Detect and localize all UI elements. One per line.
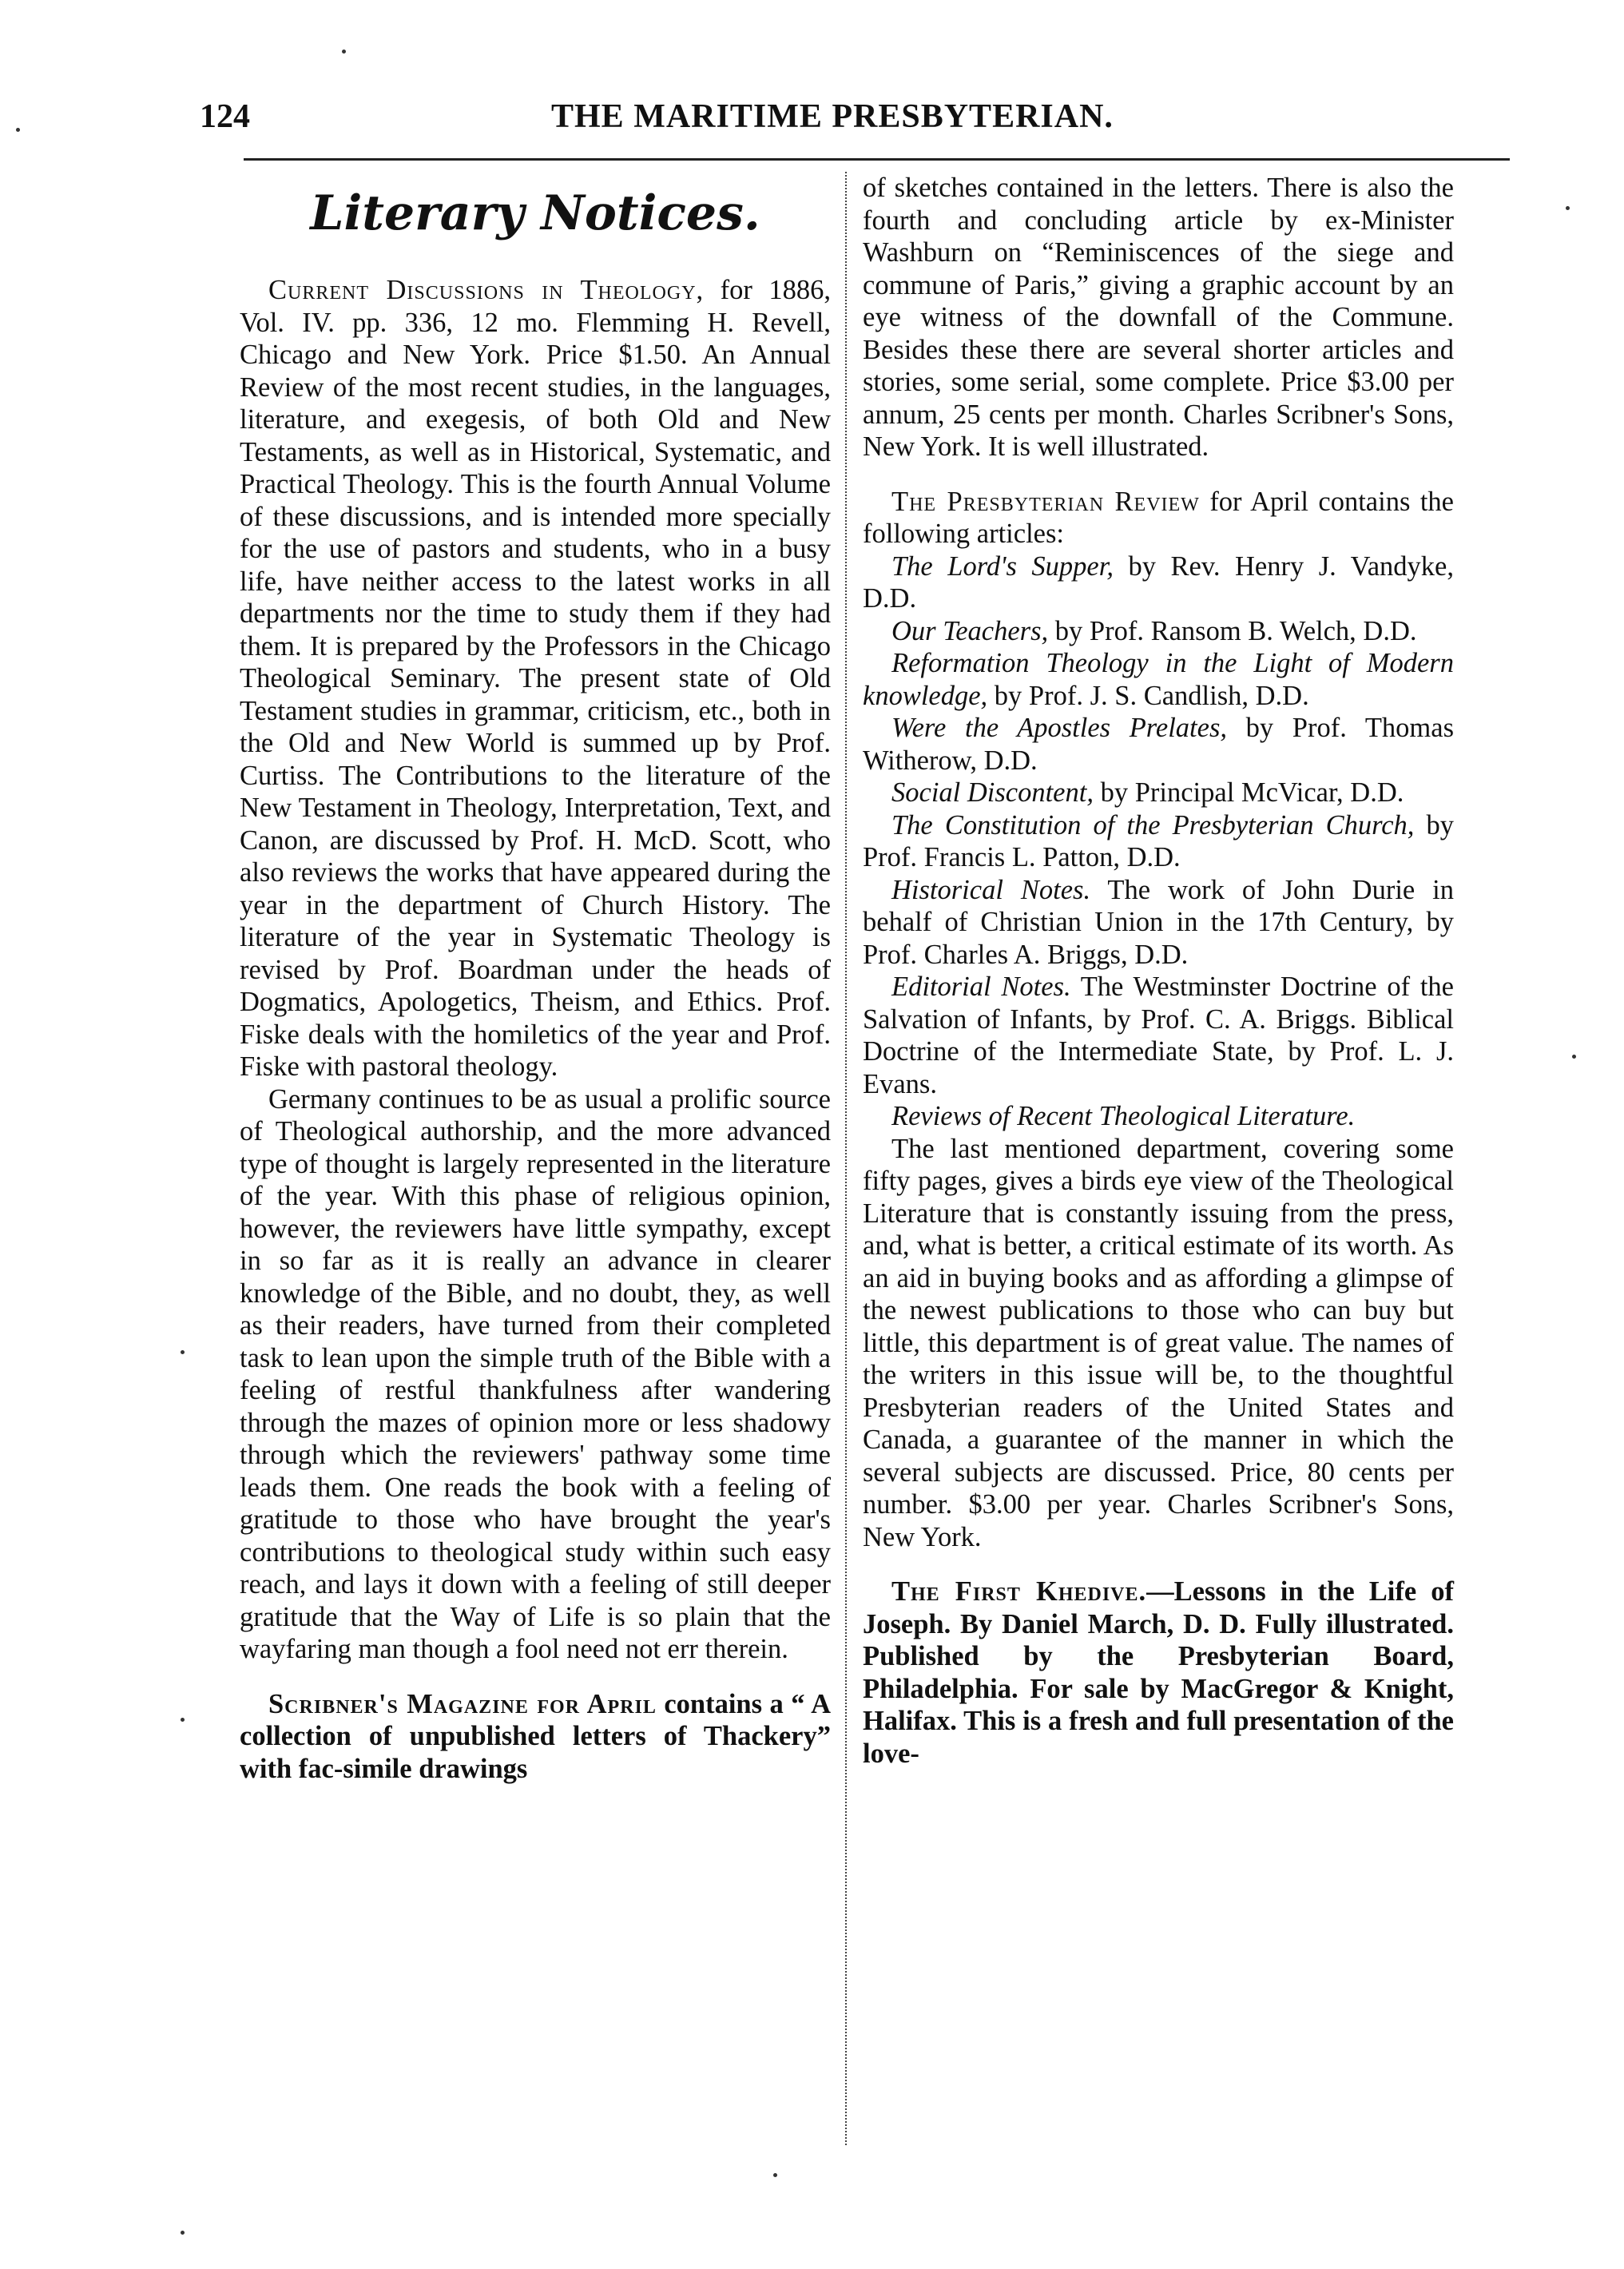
article-title: Historical Notes. bbox=[891, 874, 1091, 905]
article-title: The Constitution of the Presbyterian Church, bbox=[891, 809, 1415, 840]
scan-speck bbox=[773, 2173, 777, 2177]
article-entry bbox=[863, 809, 1454, 874]
right-column bbox=[863, 172, 1454, 1770]
article-entry bbox=[863, 1100, 1454, 1133]
article-entry bbox=[863, 874, 1454, 972]
article-entry bbox=[863, 712, 1454, 777]
article-author: The work of John Durie in behalf of Christian Union in the 17th Century, by Prof. Charles A. Briggs, D.D. bbox=[863, 874, 1455, 970]
review-presbyterian-review bbox=[863, 486, 1454, 550]
article-entry bbox=[863, 615, 1454, 648]
review-text: of sketches contained in the letters. There is also the fourth and concluding article by ex-Minister Washburn on “Reminiscences of the siege and commune of Paris,” giving a graphic account by an eye witness of the downfall of the Commune. Besides these there are several shorter articles and stories, some serial, some complete. Price $3.00 per annum, 25 cents per month. Charles Scribner's Sons, New York. It is well illustrated. bbox=[863, 173, 1454, 462]
review-text: Germany continues to be as usual a prolific source of Theological authorship, and the more advanced type of thought is largely represented in the literature of the year. With this phase of religious opinion, however, the reviewers have little sympathy, except in so far as it is really an advance in clearer knowledge of the Bible, and no doubt, they, as well as their readers, have turned from their completed task to lean upon the simple truth of the Bible with a feeling of restful thankfulness after wandering through the mazes of opinion more or less shadowy through which the reviewers' pathway some time leads them. One reads the book with a feeling of gratitude to those who have brought the year's contributions to theological study within such easy reach, and lays it down with a feeling of still deeper gratitude that the Way of Life is so plain that the wayfaring man though a fool need not err therein. bbox=[240, 1083, 831, 1664]
article-title: Were the Apostles Prelates, bbox=[891, 713, 1228, 743]
review-scribners-magazine bbox=[240, 1688, 831, 1786]
review-title: Current Discussions in Theology, bbox=[268, 275, 705, 305]
review-title: Scribner's Magazine for April bbox=[268, 1688, 657, 1719]
running-title: THE MARITIME PRESBYTERIAN. bbox=[551, 98, 1114, 135]
scan-speck bbox=[342, 50, 346, 54]
review-germany-paragraph bbox=[240, 1083, 831, 1666]
scan-speck bbox=[181, 1350, 185, 1354]
article-author: by Prof. Thomas Witherow, D.D. bbox=[863, 713, 1454, 776]
scribners-continued bbox=[863, 172, 1454, 463]
header-rule bbox=[244, 158, 1510, 161]
review-text: contains a “ A collection of unpublished letters of Thackery” with fac-simile drawings bbox=[240, 1688, 831, 1784]
review-first-khedive bbox=[863, 1576, 1454, 1770]
article-entry bbox=[863, 647, 1454, 712]
article-title: Social Discontent, bbox=[891, 777, 1094, 808]
review-department-paragraph bbox=[863, 1133, 1454, 1554]
article-author: by Prof. J. S. Candlish, D.D. bbox=[987, 680, 1309, 711]
review-title: The First Khedive. bbox=[891, 1576, 1147, 1607]
scan-speck bbox=[1572, 1055, 1576, 1059]
article-title: Reformation Theology in the Light of Modern knowledge, bbox=[863, 648, 1454, 711]
page-number: 124 bbox=[200, 98, 250, 135]
article-author: by Principal McVicar, D.D. bbox=[1093, 777, 1404, 808]
review-text: for 1886, Vol. IV. pp. 336, 12 mo. Flemming H. Revell, Chicago and New York. Price $1.50. An Annual Review of the most recent studies, in the languages, literature, and exegesis, of both Old and New Testaments, as well as in Historical, Systematic, and Practical Theology. This is the fourth Annual Volume of these discussions, and is intended more specially for the use of pastors and students, who in a busy life, have neither access to the latest works in all departments nor the time to study them if they had them. It is prepared by the Professors in the Chicago Theological Seminary. The present state of Old Testament studies in grammar, criticism, etc., both in the Old and New World is summed up by Prof. Curtiss. The Contributions to the literature of the New Testament in Theology, Interpretation, Text, and Canon, are discussed by Prof. H. McD. Scott, who also reviews the works that have appeared during the year in the department of Church History. The literature of the year in Systematic Theology is revised by Prof. Boardman under the heads of Dogmatics, Apologetics, Theism, and Ethics. Prof. Fiske deals with the homiletics of the year and Prof. Fiske with pastoral theology. bbox=[240, 275, 832, 1082]
article-title: The Lord's Supper, bbox=[891, 550, 1114, 582]
scan-speck bbox=[1566, 206, 1570, 210]
article-author: by Prof. Ransom B. Welch, D.D. bbox=[1048, 615, 1417, 646]
review-current-discussions bbox=[240, 274, 831, 1083]
article-entry bbox=[863, 550, 1454, 615]
article-title: Editorial Notes. bbox=[891, 972, 1071, 1002]
review-text: —Lessons in the Life of Joseph. By Daniel March, D. D. Fully illustrated. Published by the Presbyterian Board, Philadelphia. For sale by MacGregor & Knight, Halifax. This is a fresh and full presentation of the love- bbox=[863, 1576, 1455, 1769]
review-text: The last mentioned department, covering some fifty pages, gives a birds eye view of the Theological Literature that is constantly issuing from the press, and, what is better, a critical estimate of its worth. As an aid in buying books and as affording a glimpse of the newest publications to those who can buy but little, this department is of great value. The names of the writers in this issue will be, to the thoughtful Presbyterian readers of the United States and Canada, a guarantee of the manner in which the several subjects are discussed. Price, 80 cents per number. $3.00 per year. Charles Scribner's Sons, New York. bbox=[863, 1133, 1454, 1552]
scan-speck bbox=[181, 2231, 185, 2235]
review-title: The Presbyterian Review bbox=[891, 486, 1200, 517]
article-author: by Prof. Francis L. Patton, D.D. bbox=[863, 809, 1454, 872]
section-heading: Literary Notices. bbox=[310, 185, 760, 241]
review-text: for April contains the following articles: bbox=[863, 486, 1454, 549]
column-divider bbox=[845, 172, 847, 2145]
left-column bbox=[240, 172, 831, 1785]
article-author: The Westminster Doctrine of the Salvation of Infants, by Prof. C. A. Briggs. Biblical Doctrine of the Intermediate State, by Prof. L. J. Evans. bbox=[863, 972, 1454, 1099]
article-entry bbox=[863, 777, 1454, 809]
article-entry bbox=[863, 971, 1454, 1100]
article-author: by Rev. Henry J. Vandyke, D.D. bbox=[863, 550, 1454, 614]
article-title: Our Teachers, bbox=[891, 615, 1049, 646]
article-title: Reviews of Recent Theological Literature. bbox=[891, 1101, 1356, 1131]
scan-speck bbox=[181, 1718, 185, 1722]
scan-speck bbox=[16, 128, 20, 132]
